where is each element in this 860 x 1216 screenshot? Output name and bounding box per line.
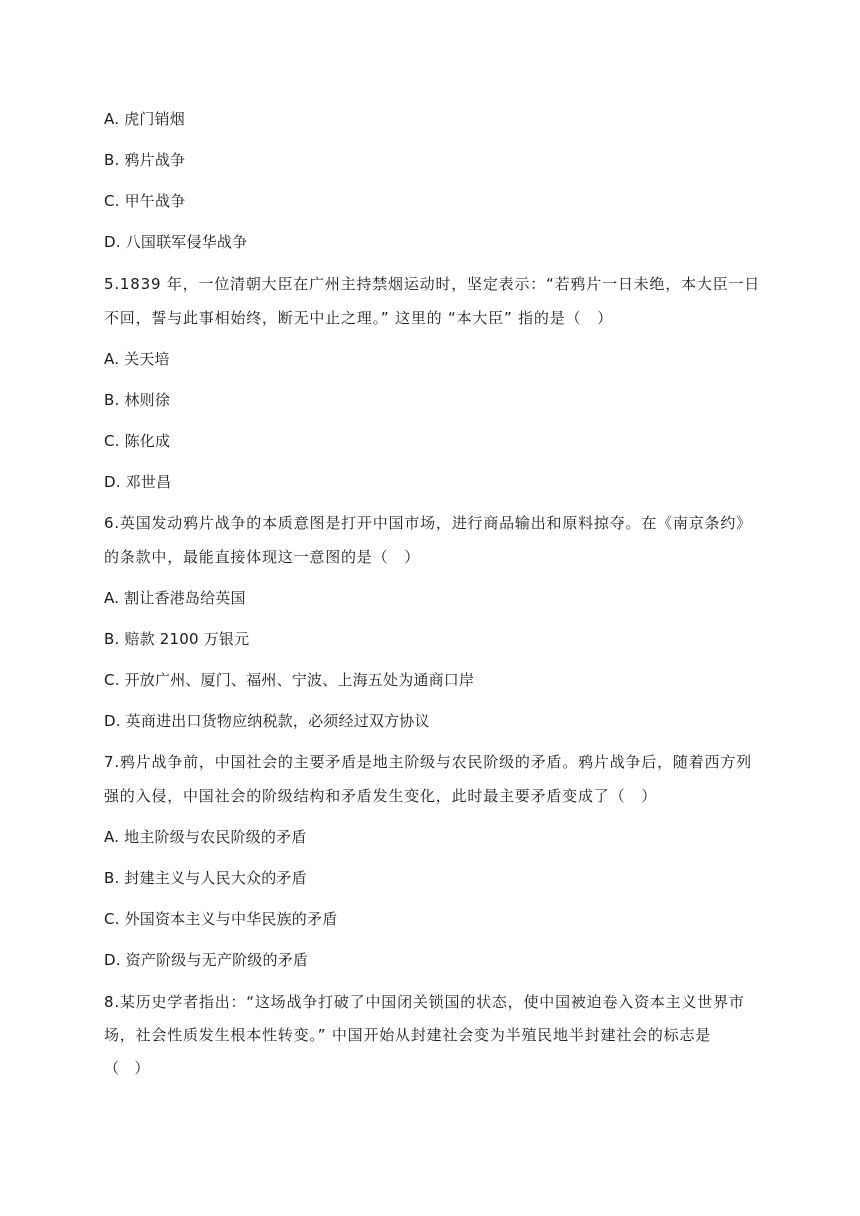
q5-option-d: D. 邓世昌 <box>104 473 172 491</box>
q7-option-d: D. 资产阶级与无产阶级的矛盾 <box>104 951 309 969</box>
q7-option-c: C. 外国资本主义与中华民族的矛盾 <box>104 910 338 928</box>
q7-stem-line-2: 强的入侵，中国社会的阶级结构和矛盾发生变化，此时最主要矛盾变成了（ ） <box>104 787 658 805</box>
q4-option-a: A. 虎门销烟 <box>104 110 185 128</box>
q6-option-d: D. 英商进出口货物应纳税款，必须经过双方协议 <box>104 712 430 730</box>
q6-option-b: B. 赔款 2100 万银元 <box>104 630 250 648</box>
q5-stem-line-2: 不回，誓与此事相始终，断无中止之理。” 这里的 “本大臣” 指的是（ ） <box>104 309 613 327</box>
q7-stem-line-1: 7.鸦片战争前，中国社会的主要矛盾是地主阶级与农民阶级的矛盾。鸦片战争后，随着西方列 <box>104 753 752 771</box>
q6-stem-line-2: 的条款中，最能直接体现这一意图的是（ ） <box>104 548 421 566</box>
q6-option-c: C. 开放广州、厦门、福州、宁波、上海五处为通商口岸 <box>104 671 475 689</box>
q6-option-a: A. 割让香港岛给英国 <box>104 589 246 607</box>
q5-option-c: C. 陈化成 <box>104 432 171 450</box>
q8-stem-line-3: （ ） <box>104 1059 150 1077</box>
q5-stem-line-1: 5.1839 年，一位清朝大臣在广州主持禁烟运动时，坚定表示：“若鸦片一日未绝，本大臣一日 <box>104 275 761 293</box>
q7-option-b: B. 封建主义与人民大众的矛盾 <box>104 869 307 887</box>
q7-option-a: A. 地主阶级与农民阶级的矛盾 <box>104 828 307 846</box>
q4-option-c: C. 甲午战争 <box>104 192 186 210</box>
q6-stem-line-1: 6.英国发动鸦片战争的本质意图是打开中国市场，进行商品输出和原料掠夺。在《南京条约》 <box>104 514 752 532</box>
q4-option-d: D. 八国联军侵华战争 <box>104 233 248 251</box>
q4-option-b: B. 鸦片战争 <box>104 151 186 169</box>
q5-option-b: B. 林则徐 <box>104 391 171 409</box>
q8-stem-line-2: 场，社会性质发生根本性转变。” 中国开始从封建社会变为半殖民地半封建社会的标志是 <box>104 1026 712 1044</box>
q5-option-a: A. 关天培 <box>104 350 170 368</box>
q8-stem-line-1: 8.某历史学者指出：“这场战争打破了中国闭关锁国的状态，使中国被迫卷入资本主义世界市 <box>104 993 745 1011</box>
